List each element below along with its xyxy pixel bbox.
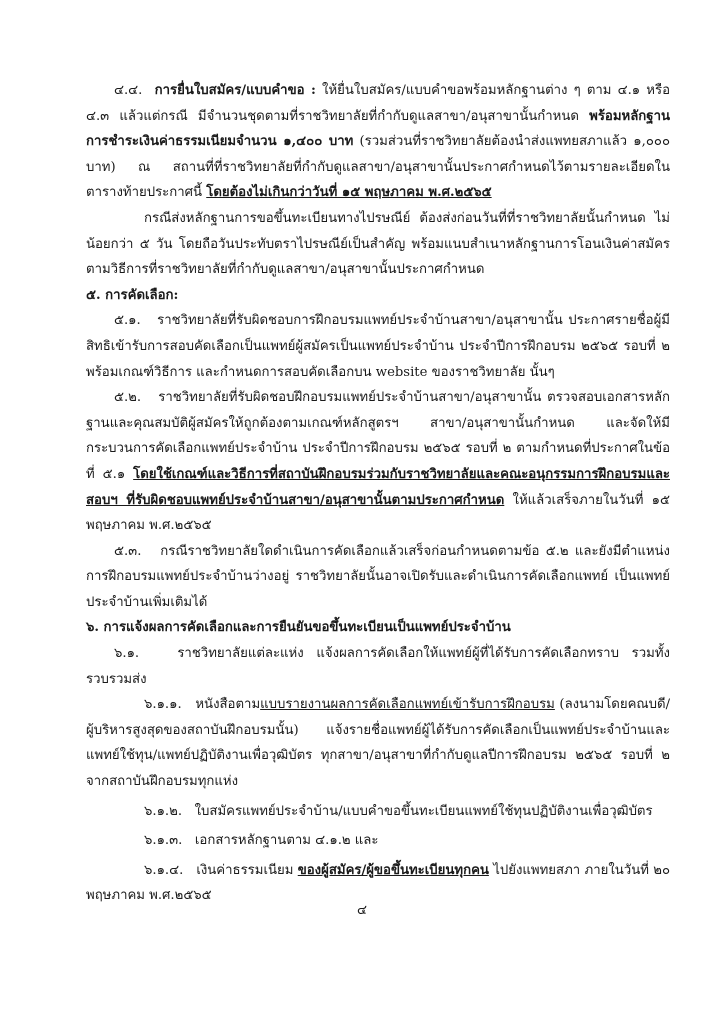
section-6-1-2-paragraph bbox=[86, 799, 670, 825]
section-6-1-1-paragraph bbox=[86, 692, 670, 794]
criteria-emphasis: โดยใช้เกณฑ์และวิธีการที่สถาบันฝึกอบรมร่วมกับราชวิทยาลัยและคณะอนุกรรมการฝึกอบรมและสอบฯ ที่รับผิดชอบแพทย์ประจำบ้านสาขา/อนุสาขานั้นตามประกาศกำหนด bbox=[86, 466, 670, 508]
body-text: ให้ยื่นใบสมัคร/แบบคำขอพร้อมหลักฐานต่าง ๆ ตาม ๔.๑ หรือ ๔.๓ แล้วแต่กรณี มีจำนวนชุดตามที่ราชวิทยาลัยที่กำกับดูแลสาขา/อนุสาขานั้นกำหนด bbox=[86, 83, 670, 124]
section-5-2-paragraph bbox=[86, 385, 670, 539]
body-text: เงินค่าธรรมเนียม bbox=[196, 862, 298, 878]
section-number: ๖.๑. bbox=[114, 646, 140, 662]
section-title: การยื่นใบสมัคร/แบบคำขอ : bbox=[154, 83, 316, 98]
body-text: เอกสารหลักฐานตาม ๔.๑.๒ และ bbox=[194, 833, 379, 849]
body-text: ให้แล้วเสร็จภายในวันที่ ๑๕ พฤษภาคม พ.ศ.๒๕๖๕ bbox=[86, 492, 670, 534]
section-number: ๕.๒. bbox=[114, 390, 142, 406]
fee-emphasis: พร้อมหลักฐานการชำระเงินค่าธรรมเนียมจำนวน ๑,๔๐๐ บาท bbox=[86, 108, 670, 150]
section-6-heading: ๖. การแจ้งผลการคัดเลือกและการยืนยันขอขึ้นทะเบียนเป็นแพทย์ประจำบ้าน bbox=[86, 620, 511, 636]
section-number: ๖.๑.๒. bbox=[144, 803, 183, 819]
body-text: (รวมส่วนที่ราชวิทยาลัยต้องนำส่งแพทยสภาแล้ว ๑,๐๐๐ บาท) ณ สถานที่ที่ราชวิทยาลัยที่กำกับดูแลสาขา/อนุสาขานั้นประกาศกำหนดไว้ตามรายละเอียดในตารางท้ายประกาศนี้ bbox=[86, 134, 670, 201]
section-4-4-paragraph bbox=[86, 78, 670, 206]
report-form-underlined: แบบรายงานผลการคัดเลือกแพทย์เข้ารับการฝึกอบรม bbox=[260, 697, 555, 713]
deadline-emphasis: โดยต้องไม่เกินกว่าวันที่ ๑๕ พฤษภาคม พ.ศ.๒๕๖๕ bbox=[206, 185, 492, 201]
section-number: ๖.๑.๑. bbox=[144, 697, 182, 713]
postal-submission-paragraph: กรณีส่งหลักฐานการขอขึ้นทะเบียนทางไปรษณีย์ ต้องส่งก่อนวันที่ที่ราชวิทยาลัยนั้นกำหนด ไม่น้อยกว่า ๕ วัน โดยถือวันประทับตราไปรษณีย์เป็นสำคัญ พร้อมแนบสำเนาหลักฐานการโอนเงินค่าสมัครตามวิธีการที่ราชวิทยาลัยที่กำกับดูแลสาขา/อนุสาขานั้นประกาศกำหนด bbox=[86, 210, 670, 278]
section-number: ๕.๓. bbox=[114, 543, 142, 559]
section-number: ๖.๑.๔. bbox=[144, 862, 184, 878]
body-text: หนังสือตาม bbox=[195, 697, 261, 713]
section-5-heading: ๕. การคัดเลือก: bbox=[86, 287, 179, 303]
section-5-1-paragraph bbox=[86, 308, 670, 385]
section-5-3-paragraph bbox=[86, 539, 670, 616]
body-text: (ลงนามโดยคณบดี/ผู้บริหารสูงสุดของสถาบันฝึกอบรมนั้น) แจ้งรายชื่อแพทย์ผู้ได้รับการคัดเลือกเป็นแพทย์ประจำบ้านและแพทย์ใช้ทุน/แพทย์ปฏิบัติงานเพื่อวุฒิบัตร ทุกสาขา/อนุสาขาที่กำกับดูแลปีการฝึกอบรม ๒๕๖๕ รอบที่ ๒ จากสถาบันฝึกอบรมทุกแห่ง bbox=[86, 697, 671, 790]
body-text: ใบสมัครแพทย์ประจำบ้าน/แบบคำขอขึ้นทะเบียนแพทย์ใช้ทุนปฏิบัติงานเพื่อวุฒิบัตร bbox=[194, 803, 653, 819]
section-number: ๔.๔. bbox=[114, 83, 143, 98]
section-6-1-paragraph bbox=[86, 641, 670, 692]
body-text: ไปยังแพทยสภา ภายในวันที่ ๒๐ พฤษภาคม พ.ศ.๒๕๖๕ bbox=[86, 862, 671, 904]
body-text: ราชวิทยาลัยแต่ละแห่ง แจ้งผลการคัดเลือกให้แพทย์ผู้ที่ได้รับการคัดเลือกทราบ รวมทั้งรวบรวมส่ง bbox=[86, 646, 670, 687]
page-number: ๔ bbox=[357, 903, 367, 918]
body-text: กรณีราชวิทยาลัยใดดำเนินการคัดเลือกแล้วเสร็จก่อนกำหนดตามข้อ ๕.๒ และยังมีตำแหน่งการฝึกอบรมแพทย์ประจำบ้านว่างอยู่ ราชวิทยาลัยนั้นอาจเปิดรับและดำเนินการคัดเลือกแพทย์ เป็นแพทย์ประจำบ้านเพิ่มเติมได้ bbox=[86, 543, 670, 610]
section-number: ๕.๑. bbox=[114, 313, 141, 329]
section-number: ๖.๑.๓. bbox=[144, 833, 183, 849]
applicants-emphasis: ของผู้สมัคร/ผู้ขอขึ้นทะเบียนทุกคน bbox=[297, 862, 489, 878]
body-text: ราชวิทยาลัยที่รับผิดชอบฝึกอบรมแพทย์ประจำบ้านสาขา/อนุสาขานั้น ตรวจสอบเอกสารหลักฐานและคุณสมบัติผู้สมัครให้ถูกต้องตามเกณฑ์หลักสูตรฯ สาขา/อนุสาขานั้นกำหนด และจัดให้มีกระบวนการคัดเลือกแพทย์ประจำบ้าน ประจำปีการฝึกอบรม ๒๕๖๕ รอบที่ ๒ ตามกำหนดที่ประกาศในข้อที่ ๕.๑ bbox=[86, 390, 671, 482]
section-6-1-3-paragraph bbox=[86, 828, 670, 854]
body-text: ราชวิทยาลัยที่รับผิดชอบการฝึกอบรมแพทย์ประจำบ้านสาขา/อนุสาขานั้น ประกาศรายชื่อผู้มีสิทธิเข้ารับการสอบคัดเลือกเป็นแพทย์ผู้สมัครเป็นแพทย์ประจำบ้าน ประจำปีการฝึกอบรม ๒๕๖๕ รอบที่ ๒ พร้อมเกณฑ์วิธีการ และกำหนดการสอบคัดเลือกบน website ของราชวิทยาลัย นั้นๆ bbox=[86, 313, 671, 380]
